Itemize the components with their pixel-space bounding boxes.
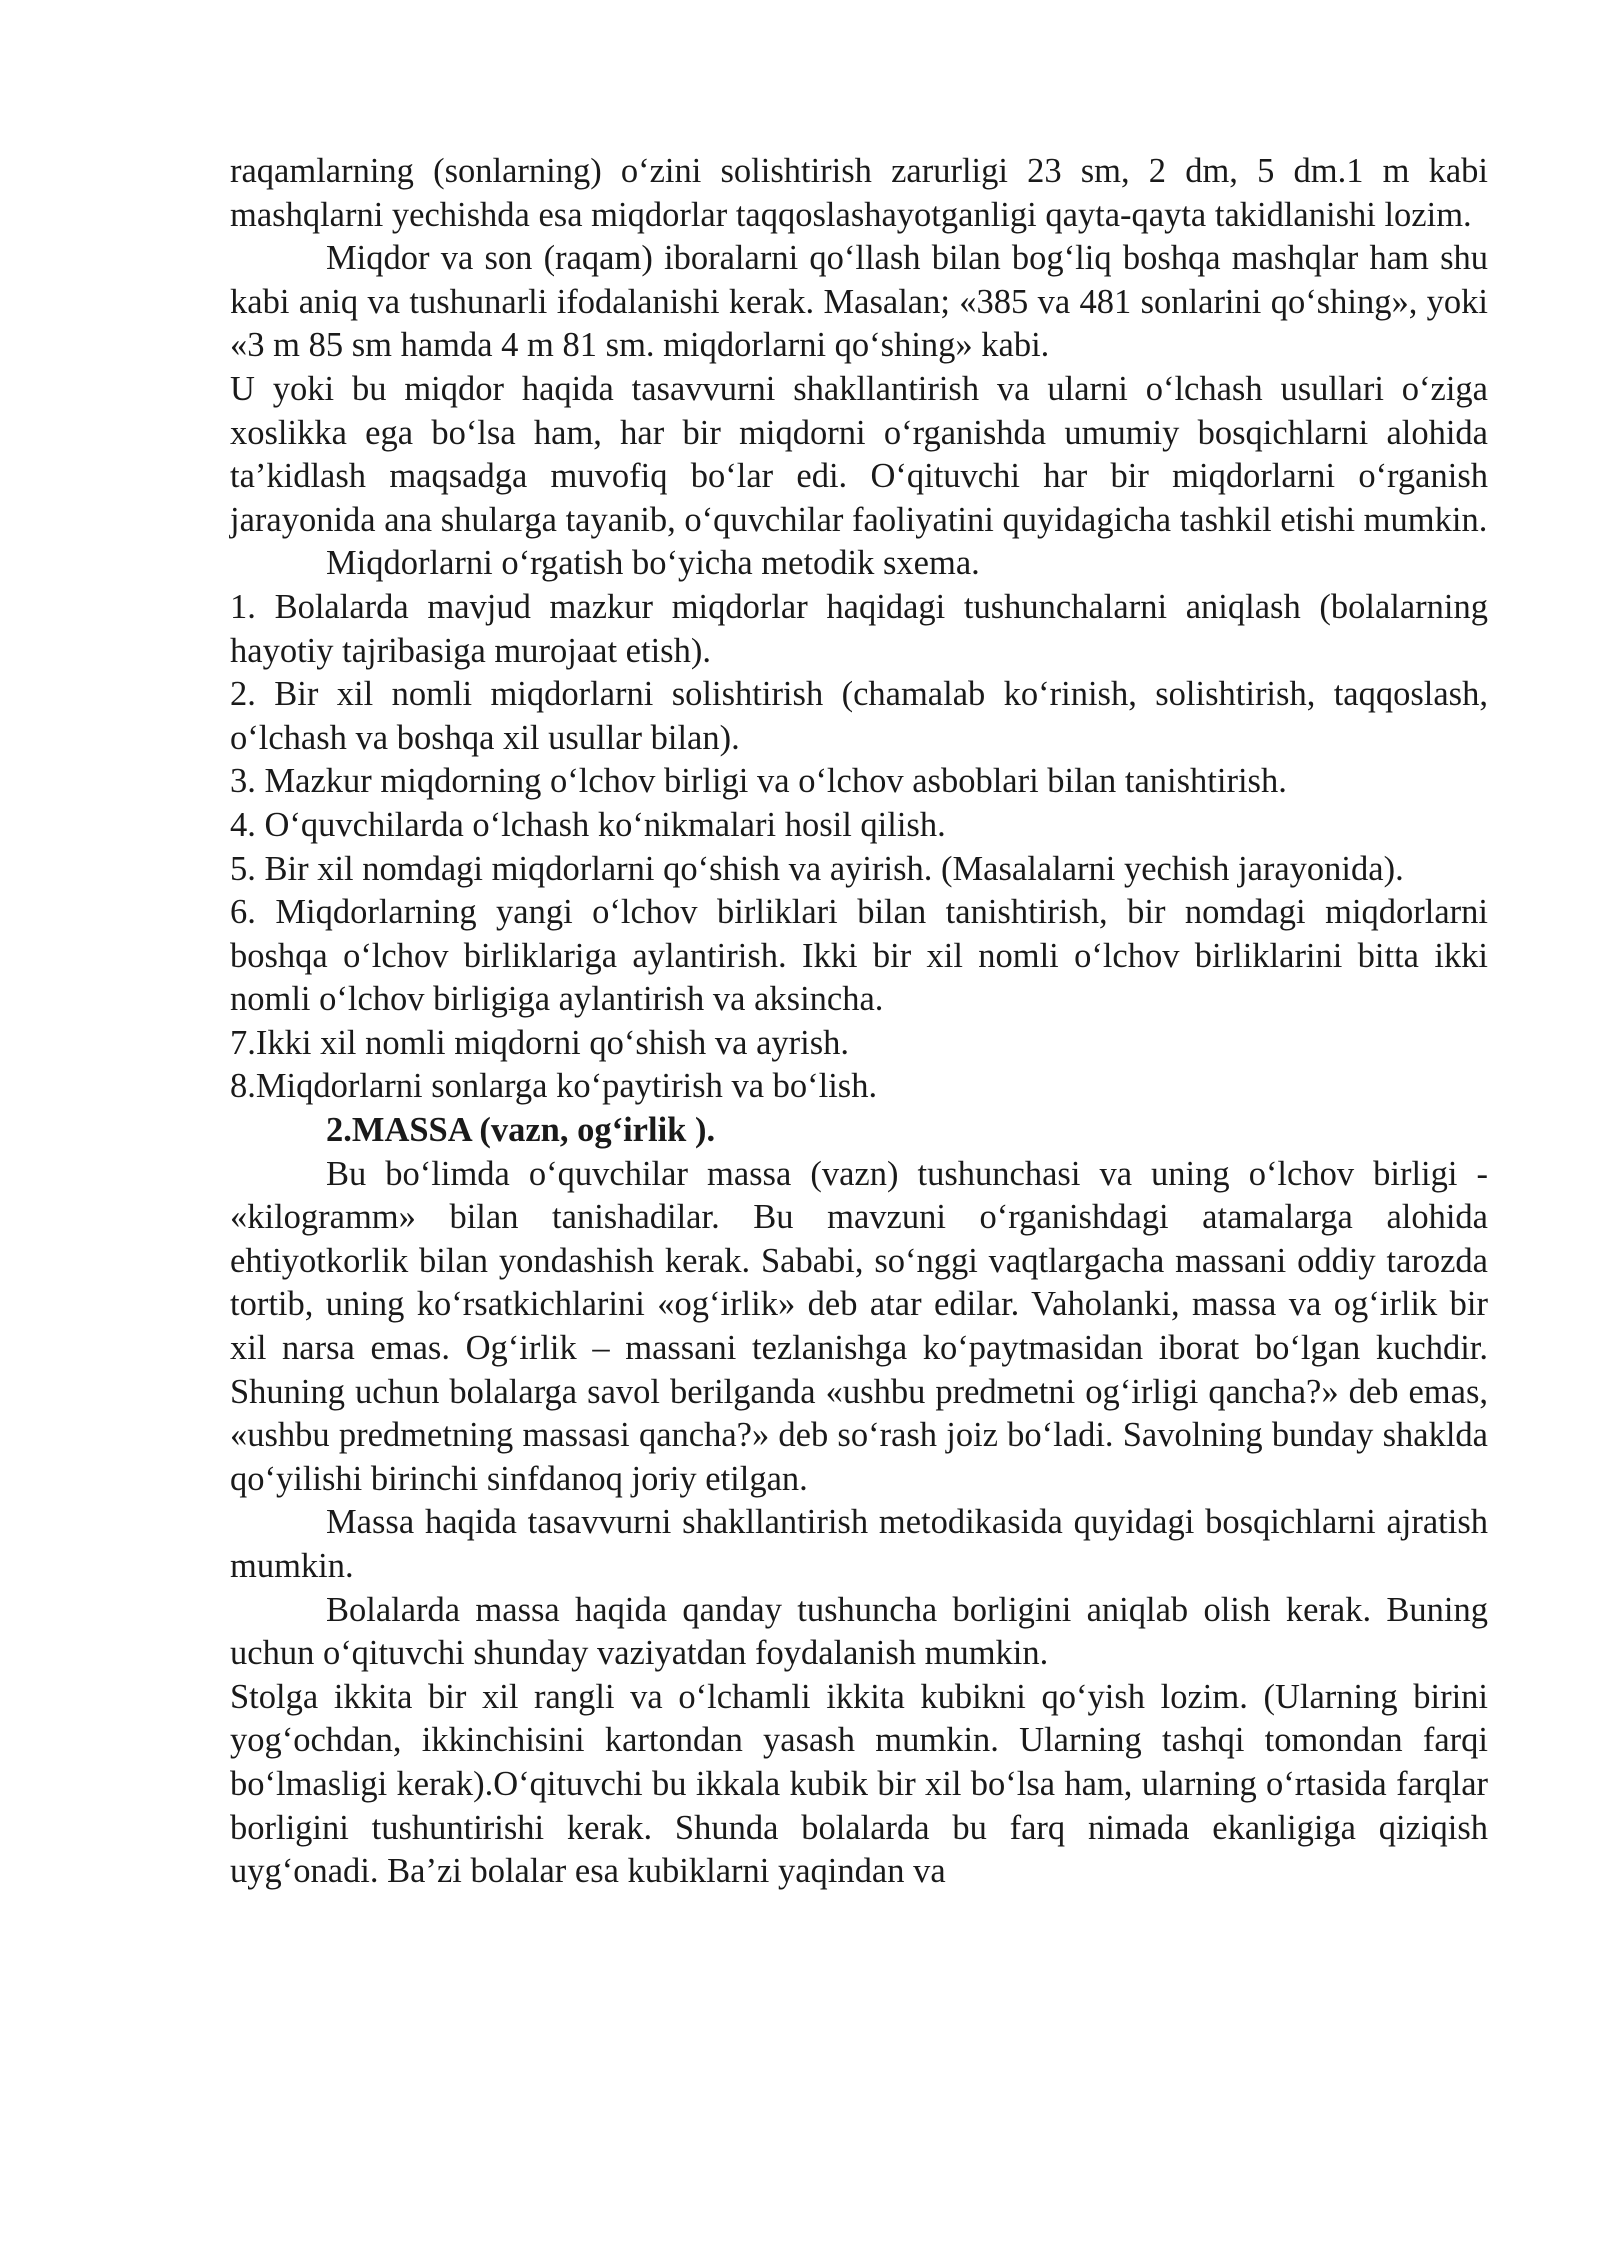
list-item: 3. Mazkur miqdorning o‘lchov birligi va o‘lchov asboblari bilan tanishtirish. xyxy=(230,762,1287,801)
paragraph-quantity-terms: Miqdor va son (raqam) iboralarni qo‘llash bilan bog‘liq boshqa mashqlar ham shu kabi aniq va tushunarli ifodalanishi kerak. Masalan; «385 va 481 sonlarini qo‘shing», yoki «3 m 85 sm hamda 4 m 81 sm. miqdorlarni qo‘shing» kabi. xyxy=(230,239,1488,365)
paragraph-measurement-stages: U yoki bu miqdor haqida tasavvurni shakllantirish va ularni o‘lchash usullari o‘ziga xoslikka ega bo‘lsa ham, har bir miqdorni o‘rganishda umumiy bosqichlarni alohida ta’kidlash maqsadga muvofiq bo‘lar edi. O‘qituvchi har bir miqdorlarni o‘rganish jarayonida ana shularga tayanib, o‘quvchilar faoliyatini quyidagicha tashkil etishi mumkin. xyxy=(230,369,1488,539)
document-page xyxy=(230,150,1488,1894)
list-item: 7.Ikki xil nomli miqdorni qo‘shish va ayrish. xyxy=(230,1023,850,1062)
paragraph-mass-check: Bolalarda massa haqida qanday tushuncha borligini aniqlab olish kerak. Buning uchun o‘qituvchi shunday vaziyatdan foydalanish mumkin. xyxy=(230,1590,1488,1673)
list-item: 1. Bolalarda mavjud mazkur miqdorlar haqidagi tushunchalarni aniqlash (bolalarning hayotiy tajribasiga murojaat etish). xyxy=(230,587,1488,670)
scheme-title: Miqdorlarni o‘rgatish bo‘yicha metodik sxema. xyxy=(326,544,980,583)
paragraph-intro: raqamlarning (sonlarning) o‘zini solishtirish zarurligi 23 sm, 2 dm, 5 dm.1 m kabi mashqlarni yechishda esa miqdorlar taqqoslashayotganligi qayta-qayta takidlanishi lozim. xyxy=(230,152,1488,234)
list-item: 5. Bir xil nomdagi miqdorlarni qo‘shish va ayirish. (Masalalarni yechish jarayonida). xyxy=(230,849,1404,888)
paragraph-mass-intro: Bu bo‘limda o‘quvchilar massa (vazn) tushunchasi va uning o‘lchov birligi - «kilogramm» bilan tanishadilar. Bu mavzuni o‘rganishdagi atamalarga alohida ehtiyotkorlik bilan yondashish kerak. Sababi, so‘nggi vaqtlargacha massani oddiy tarozda tortib, uning ko‘rsatkichlarini «og‘irlik» deb atar edilar. Vaholanki, massa va og‘irlik bir xil narsa emas. Og‘irlik – massani tezlanishga ko‘paytmasidan iborat bo‘lgan kuchdir. Shuning uchun bolalarga savol berilganda «ushbu predmetni og‘irligi qancha?» deb emas, «ushbu predmetning massasi qancha?» deb so‘rash joiz bo‘ladi. Savolning bunday shaklda qo‘yilishi birinchi sinfdanoq joriy etilgan. xyxy=(230,1154,1488,1498)
list-item: 8.Miqdorlarni sonlarga ko‘paytirish va bo‘lish. xyxy=(230,1067,878,1106)
list-item: 2. Bir xil nomli miqdorlarni solishtirish (chamalab ko‘rinish, solishtirish, taqqoslash, o‘lchash va boshqa xil usullar bilan). xyxy=(230,675,1488,757)
list-item: 6. Miqdorlarning yangi o‘lchov birliklari bilan tanishtirish, bir nomdagi miqdorlarni boshqa o‘lchov birliklariga aylantirish. Ikki bir xil nomli o‘lchov birliklarini bitta ikki nomli o‘lchov birligiga aylantirish va aksincha. xyxy=(230,893,1488,1019)
paragraph-cubes: Stolga ikkita bir xil rangli va o‘lchamli ikkita kubikni qo‘yish lozim. (Ularning birini yog‘ochdan, ikkinchisini kartondan yasash mumkin. Ularning tashqi tomondan farqi bo‘lmasligi kerak).O‘qituvchi bu ikkala kubik bir xil bo‘lsa ham, ularning o‘rtasida farqlar borligini tushuntirishi kerak. Shunda bolalarda bu farq nimada ekanligiga qiziqish uyg‘onadi. Ba’zi bolalar esa kubiklarni yaqindan va xyxy=(230,1677,1488,1891)
paragraph-mass-stages: Massa haqida tasavvurni shakllantirish metodikasida quyidagi bosqichlarni ajratish mumkin. xyxy=(230,1503,1488,1585)
section-heading: 2.MASSA (vazn, og‘irlik ). xyxy=(326,1111,716,1150)
list-item: 4. O‘quvchilarda o‘lchash ko‘nikmalari hosil qilish. xyxy=(230,805,946,844)
